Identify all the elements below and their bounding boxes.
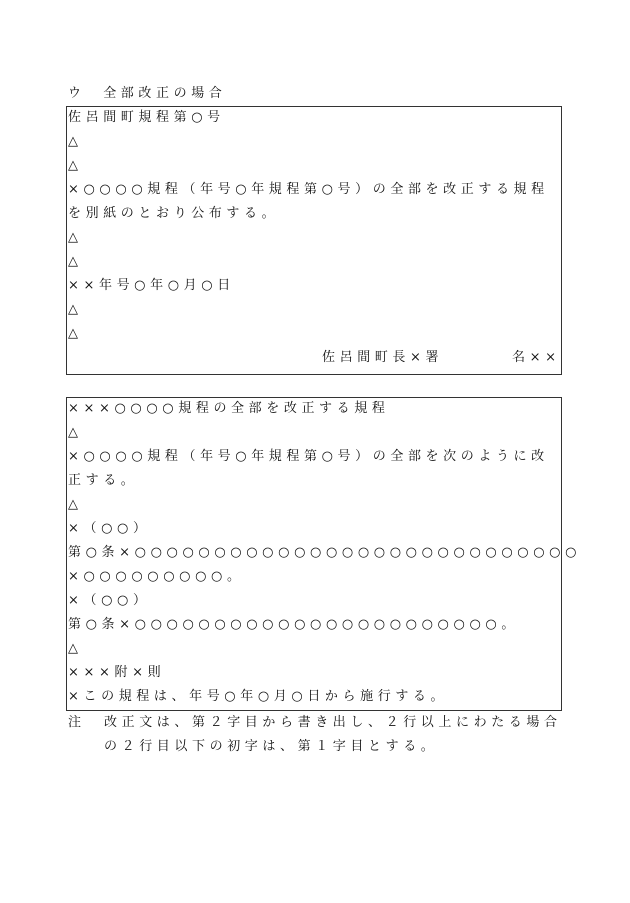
supplementary-provisions-heading: ×××附×則 bbox=[68, 665, 166, 680]
section-heading: ウ 全部改正の場合 bbox=[68, 86, 227, 101]
amendment-text-line: 正する。 bbox=[68, 473, 139, 488]
signature-name: 名×× bbox=[512, 350, 561, 365]
article-caption: ×（○○） bbox=[68, 521, 151, 536]
regulation-title: ×××○○○○規程の全部を改正する規程 bbox=[68, 401, 390, 416]
promulgation-text-line: ×○○○○規程（年号○年規程第○号）の全部を改正する規程 bbox=[68, 182, 549, 197]
blank-marker-line: △ bbox=[68, 254, 83, 269]
date-line: ××年号○年○月○日 bbox=[68, 278, 235, 293]
article-text-line: 第○条×○○○○○○○○○○○○○○○○○○○○○○○○○○○○ bbox=[68, 545, 582, 560]
blank-marker-line: △ bbox=[68, 302, 83, 317]
article-text-line: 第○条×○○○○○○○○○○○○○○○○○○○○○○○。 bbox=[68, 617, 519, 632]
blank-marker-line: △ bbox=[68, 158, 83, 173]
note-text-line: の２行目以下の初字は、第１字目とする。 bbox=[104, 739, 439, 754]
article-text-line: ×○○○○○○○○○。 bbox=[68, 569, 245, 584]
note-label: 注 bbox=[68, 715, 86, 730]
note-text-line: 改正文は、第２字目から書き出し、２行以上にわたる場合 bbox=[104, 715, 562, 730]
enforcement-text-line: ×この規程は、年号○年○月○日から施行する。 bbox=[68, 689, 449, 704]
blank-marker-line: △ bbox=[68, 425, 83, 440]
promulgation-text-line: を別紙のとおり公布する。 bbox=[68, 206, 280, 221]
blank-marker-line: △ bbox=[68, 497, 83, 512]
regulation-number-line: 佐呂間町規程第○号 bbox=[68, 110, 225, 125]
article-caption: ×（○○） bbox=[68, 593, 151, 608]
signature-title: 佐呂間町長×署 bbox=[322, 350, 444, 365]
blank-marker-line: △ bbox=[68, 134, 83, 149]
blank-marker-line: △ bbox=[68, 326, 83, 341]
blank-marker-line: △ bbox=[68, 641, 83, 656]
promulgation-form-box bbox=[66, 106, 562, 375]
blank-marker-line: △ bbox=[68, 230, 83, 245]
amendment-text-line: ×○○○○規程（年号○年規程第○号）の全部を次のように改 bbox=[68, 449, 549, 464]
